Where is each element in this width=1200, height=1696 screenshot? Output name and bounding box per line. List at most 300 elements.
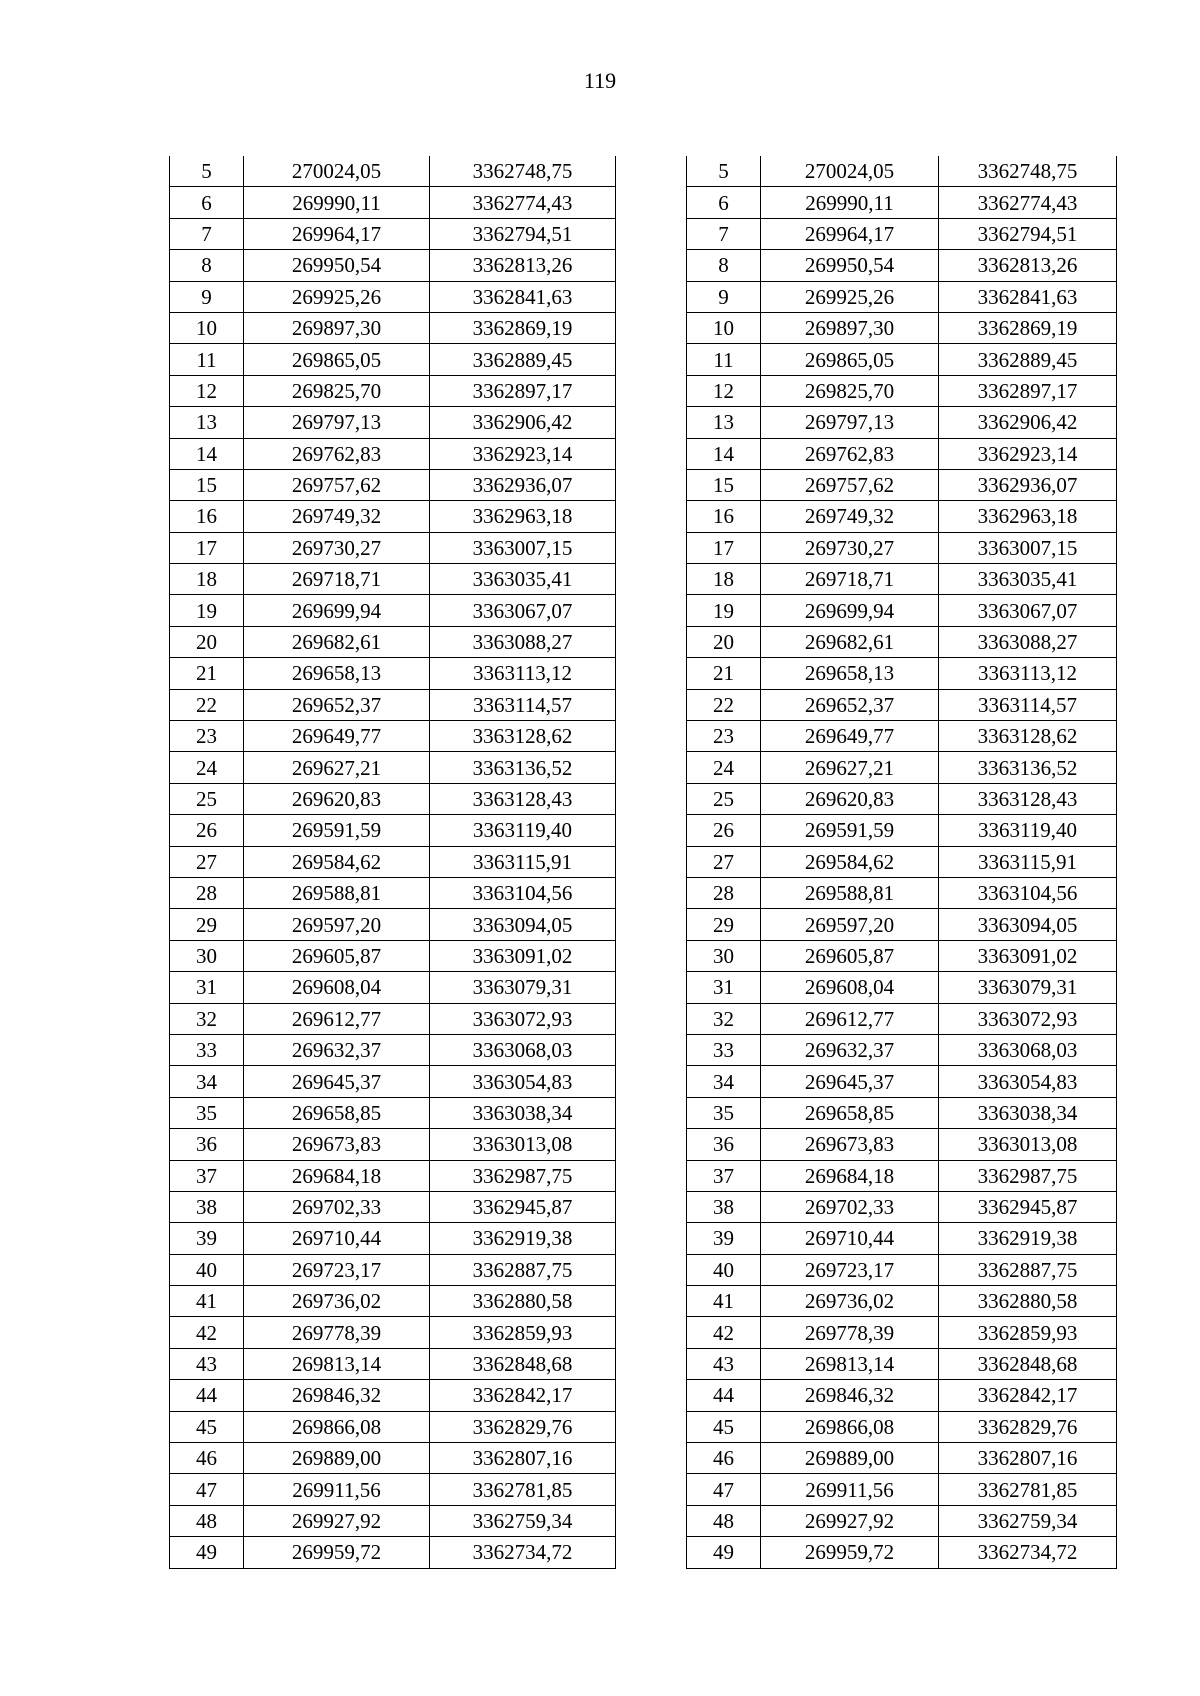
- x-coordinate-cell: 269652,37: [761, 689, 939, 720]
- y-coordinate-cell: 3362919,38: [939, 1223, 1117, 1254]
- y-coordinate-cell: 3363035,41: [939, 564, 1117, 595]
- table-row: [687, 532, 1117, 563]
- table-row: [170, 1443, 616, 1474]
- point-number-cell: 5: [687, 156, 761, 187]
- x-coordinate-cell: 269757,62: [244, 469, 430, 500]
- x-coordinate-cell: 269682,61: [761, 626, 939, 657]
- point-number-cell: 40: [687, 1254, 761, 1285]
- x-coordinate-cell: 269959,72: [244, 1537, 430, 1568]
- y-coordinate-cell: 3363038,34: [939, 1097, 1117, 1128]
- point-number-cell: 49: [687, 1537, 761, 1568]
- table-row: [687, 218, 1117, 249]
- table-row: [170, 846, 616, 877]
- y-coordinate-cell: 3363113,12: [939, 658, 1117, 689]
- x-coordinate-cell: 269620,83: [761, 783, 939, 814]
- x-coordinate-cell: 269866,08: [244, 1411, 430, 1442]
- table-row: [170, 1317, 616, 1348]
- x-coordinate-cell: 269632,37: [244, 1034, 430, 1065]
- y-coordinate-cell: 3362963,18: [430, 501, 616, 532]
- point-number-cell: 43: [687, 1348, 761, 1379]
- point-number-cell: 19: [687, 595, 761, 626]
- x-coordinate-cell: 269658,13: [244, 658, 430, 689]
- point-number-cell: 45: [687, 1411, 761, 1442]
- table-row: [170, 909, 616, 940]
- x-coordinate-cell: 269658,85: [761, 1097, 939, 1128]
- y-coordinate-cell: 3362889,45: [939, 344, 1117, 375]
- table-row: [687, 156, 1117, 187]
- x-coordinate-cell: 269730,27: [244, 532, 430, 563]
- x-coordinate-cell: 269990,11: [761, 187, 939, 218]
- table-row: [170, 1066, 616, 1097]
- table-row: [170, 218, 616, 249]
- table-row: [687, 1317, 1117, 1348]
- point-number-cell: 8: [170, 250, 244, 281]
- y-coordinate-cell: 3363136,52: [939, 752, 1117, 783]
- y-coordinate-cell: 3362923,14: [430, 438, 616, 469]
- point-number-cell: 31: [170, 972, 244, 1003]
- table-row: [687, 438, 1117, 469]
- point-number-cell: 17: [687, 532, 761, 563]
- table-row: [170, 721, 616, 752]
- x-coordinate-cell: 269718,71: [761, 564, 939, 595]
- table-row: [170, 469, 616, 500]
- coordinates-table-body: [687, 156, 1117, 1568]
- y-coordinate-cell: 3362807,16: [939, 1443, 1117, 1474]
- point-number-cell: 33: [170, 1034, 244, 1065]
- table-row: [687, 1191, 1117, 1222]
- point-number-cell: 8: [687, 250, 761, 281]
- x-coordinate-cell: 269865,05: [761, 344, 939, 375]
- y-coordinate-cell: 3362897,17: [939, 375, 1117, 406]
- point-number-cell: 5: [170, 156, 244, 187]
- y-coordinate-cell: 3362848,68: [939, 1348, 1117, 1379]
- x-coordinate-cell: 269749,32: [244, 501, 430, 532]
- table-row: [687, 344, 1117, 375]
- y-coordinate-cell: 3362859,93: [939, 1317, 1117, 1348]
- x-coordinate-cell: 269702,33: [761, 1191, 939, 1222]
- x-coordinate-cell: 269658,13: [761, 658, 939, 689]
- y-coordinate-cell: 3362906,42: [430, 407, 616, 438]
- point-number-cell: 47: [687, 1474, 761, 1505]
- point-number-cell: 10: [687, 312, 761, 343]
- point-number-cell: 34: [687, 1066, 761, 1097]
- point-number-cell: 24: [687, 752, 761, 783]
- point-number-cell: 37: [687, 1160, 761, 1191]
- x-coordinate-cell: 269605,87: [244, 940, 430, 971]
- point-number-cell: 30: [687, 940, 761, 971]
- point-number-cell: 16: [170, 501, 244, 532]
- point-number-cell: 16: [687, 501, 761, 532]
- y-coordinate-cell: 3363091,02: [430, 940, 616, 971]
- table-row: [687, 752, 1117, 783]
- x-coordinate-cell: 269846,32: [761, 1380, 939, 1411]
- y-coordinate-cell: 3362781,85: [430, 1474, 616, 1505]
- y-coordinate-cell: 3362869,19: [939, 312, 1117, 343]
- point-number-cell: 39: [170, 1223, 244, 1254]
- point-number-cell: 7: [687, 218, 761, 249]
- x-coordinate-cell: 269699,94: [761, 595, 939, 626]
- point-number-cell: 24: [170, 752, 244, 783]
- point-number-cell: 47: [170, 1474, 244, 1505]
- x-coordinate-cell: 269797,13: [244, 407, 430, 438]
- point-number-cell: 41: [170, 1286, 244, 1317]
- point-number-cell: 28: [170, 877, 244, 908]
- point-number-cell: 7: [170, 218, 244, 249]
- table-row: [687, 721, 1117, 752]
- x-coordinate-cell: 269959,72: [761, 1537, 939, 1568]
- y-coordinate-cell: 3362889,45: [430, 344, 616, 375]
- x-coordinate-cell: 269865,05: [244, 344, 430, 375]
- y-coordinate-cell: 3362848,68: [430, 1348, 616, 1379]
- point-number-cell: 18: [170, 564, 244, 595]
- point-number-cell: 26: [687, 815, 761, 846]
- y-coordinate-cell: 3363094,05: [939, 909, 1117, 940]
- x-coordinate-cell: 269699,94: [244, 595, 430, 626]
- point-number-cell: 35: [687, 1097, 761, 1128]
- table-row: [170, 1537, 616, 1568]
- point-number-cell: 22: [687, 689, 761, 720]
- x-coordinate-cell: 269645,37: [244, 1066, 430, 1097]
- point-number-cell: 33: [687, 1034, 761, 1065]
- point-number-cell: 10: [170, 312, 244, 343]
- y-coordinate-cell: 3363068,03: [430, 1034, 616, 1065]
- table-row: [687, 1254, 1117, 1285]
- table-row: [687, 1129, 1117, 1160]
- point-number-cell: 31: [687, 972, 761, 1003]
- page-number: 119: [583, 68, 617, 93]
- y-coordinate-cell: 3363128,62: [939, 721, 1117, 752]
- y-coordinate-cell: 3362734,72: [939, 1537, 1117, 1568]
- y-coordinate-cell: 3362829,76: [939, 1411, 1117, 1442]
- x-coordinate-cell: 269778,39: [244, 1317, 430, 1348]
- point-number-cell: 17: [170, 532, 244, 563]
- table-row: [687, 1411, 1117, 1442]
- y-coordinate-cell: 3362869,19: [430, 312, 616, 343]
- y-coordinate-cell: 3362897,17: [430, 375, 616, 406]
- y-coordinate-cell: 3362774,43: [939, 187, 1117, 218]
- table-row: [170, 156, 616, 187]
- y-coordinate-cell: 3363128,43: [430, 783, 616, 814]
- table-row: [170, 1129, 616, 1160]
- x-coordinate-cell: 269627,21: [244, 752, 430, 783]
- coordinates-table-body: [170, 156, 616, 1568]
- point-number-cell: 27: [687, 846, 761, 877]
- y-coordinate-cell: 3363068,03: [939, 1034, 1117, 1065]
- y-coordinate-cell: 3362734,72: [430, 1537, 616, 1568]
- point-number-cell: 22: [170, 689, 244, 720]
- table-row: [170, 783, 616, 814]
- x-coordinate-cell: 269897,30: [244, 312, 430, 343]
- table-row: [170, 1003, 616, 1034]
- table-row: [687, 312, 1117, 343]
- table-row: [170, 595, 616, 626]
- table-row: [170, 1191, 616, 1222]
- table-row: [170, 1348, 616, 1379]
- y-coordinate-cell: 3363136,52: [430, 752, 616, 783]
- table-row: [687, 1223, 1117, 1254]
- y-coordinate-cell: 3363072,93: [939, 1003, 1117, 1034]
- table-row: [687, 1443, 1117, 1474]
- table-row: [687, 1097, 1117, 1128]
- table-row: [170, 1254, 616, 1285]
- y-coordinate-cell: 3362794,51: [939, 218, 1117, 249]
- x-coordinate-cell: 269813,14: [761, 1348, 939, 1379]
- point-number-cell: 32: [687, 1003, 761, 1034]
- y-coordinate-cell: 3363079,31: [939, 972, 1117, 1003]
- point-number-cell: 38: [687, 1191, 761, 1222]
- x-coordinate-cell: 269897,30: [761, 312, 939, 343]
- y-coordinate-cell: 3362759,34: [430, 1505, 616, 1536]
- y-coordinate-cell: 3362842,17: [430, 1380, 616, 1411]
- x-coordinate-cell: 269964,17: [244, 218, 430, 249]
- point-number-cell: 19: [170, 595, 244, 626]
- x-coordinate-cell: 269684,18: [244, 1160, 430, 1191]
- x-coordinate-cell: 270024,05: [761, 156, 939, 187]
- point-number-cell: 42: [687, 1317, 761, 1348]
- y-coordinate-cell: 3363067,07: [939, 595, 1117, 626]
- table-row: [170, 281, 616, 312]
- point-number-cell: 45: [170, 1411, 244, 1442]
- table-row: [170, 689, 616, 720]
- y-coordinate-cell: 3362781,85: [939, 1474, 1117, 1505]
- table-row: [687, 1537, 1117, 1568]
- y-coordinate-cell: 3363088,27: [430, 626, 616, 657]
- y-coordinate-cell: 3362748,75: [939, 156, 1117, 187]
- table-row: [170, 626, 616, 657]
- y-coordinate-cell: 3363115,91: [939, 846, 1117, 877]
- x-coordinate-cell: 269591,59: [244, 815, 430, 846]
- x-coordinate-cell: 269591,59: [761, 815, 939, 846]
- table-row: [170, 815, 616, 846]
- y-coordinate-cell: 3362794,51: [430, 218, 616, 249]
- point-number-cell: 12: [687, 375, 761, 406]
- y-coordinate-cell: 3362936,07: [939, 469, 1117, 500]
- table-row: [687, 469, 1117, 500]
- point-number-cell: 9: [170, 281, 244, 312]
- y-coordinate-cell: 3363113,12: [430, 658, 616, 689]
- y-coordinate-cell: 3362842,17: [939, 1380, 1117, 1411]
- x-coordinate-cell: 269825,70: [761, 375, 939, 406]
- table-row: [687, 783, 1117, 814]
- point-number-cell: 35: [170, 1097, 244, 1128]
- point-number-cell: 49: [170, 1537, 244, 1568]
- y-coordinate-cell: 3362919,38: [430, 1223, 616, 1254]
- point-number-cell: 13: [170, 407, 244, 438]
- point-number-cell: 15: [687, 469, 761, 500]
- x-coordinate-cell: 269652,37: [244, 689, 430, 720]
- x-coordinate-cell: 269612,77: [244, 1003, 430, 1034]
- y-coordinate-cell: 3363013,08: [939, 1129, 1117, 1160]
- table-row: [687, 1034, 1117, 1065]
- x-coordinate-cell: 269620,83: [244, 783, 430, 814]
- y-coordinate-cell: 3362807,16: [430, 1443, 616, 1474]
- coordinates-table-right: [686, 156, 1117, 1569]
- x-coordinate-cell: 269825,70: [244, 375, 430, 406]
- table-row: [170, 344, 616, 375]
- x-coordinate-cell: 269658,85: [244, 1097, 430, 1128]
- point-number-cell: 43: [170, 1348, 244, 1379]
- y-coordinate-cell: 3363119,40: [939, 815, 1117, 846]
- point-number-cell: 13: [687, 407, 761, 438]
- table-row: [687, 1505, 1117, 1536]
- table-row: [170, 1034, 616, 1065]
- x-coordinate-cell: 269813,14: [244, 1348, 430, 1379]
- table-row: [687, 658, 1117, 689]
- table-row: [687, 940, 1117, 971]
- x-coordinate-cell: 269925,26: [761, 281, 939, 312]
- x-coordinate-cell: 269710,44: [244, 1223, 430, 1254]
- table-row: [170, 1097, 616, 1128]
- point-number-cell: 12: [170, 375, 244, 406]
- table-row: [170, 532, 616, 563]
- table-row: [687, 501, 1117, 532]
- table-row: [170, 1505, 616, 1536]
- point-number-cell: 14: [170, 438, 244, 469]
- y-coordinate-cell: 3362759,34: [939, 1505, 1117, 1536]
- point-number-cell: 48: [170, 1505, 244, 1536]
- table-row: [170, 250, 616, 281]
- table-row: [170, 375, 616, 406]
- x-coordinate-cell: 269605,87: [761, 940, 939, 971]
- x-coordinate-cell: 269718,71: [244, 564, 430, 595]
- y-coordinate-cell: 3363128,62: [430, 721, 616, 752]
- y-coordinate-cell: 3363067,07: [430, 595, 616, 626]
- x-coordinate-cell: 269702,33: [244, 1191, 430, 1222]
- table-row: [687, 187, 1117, 218]
- point-number-cell: 34: [170, 1066, 244, 1097]
- table-row: [170, 1286, 616, 1317]
- point-number-cell: 37: [170, 1160, 244, 1191]
- point-number-cell: 27: [170, 846, 244, 877]
- table-row: [687, 815, 1117, 846]
- x-coordinate-cell: 269584,62: [244, 846, 430, 877]
- point-number-cell: 28: [687, 877, 761, 908]
- point-number-cell: 21: [687, 658, 761, 689]
- y-coordinate-cell: 3362859,93: [430, 1317, 616, 1348]
- x-coordinate-cell: 269684,18: [761, 1160, 939, 1191]
- y-coordinate-cell: 3362774,43: [430, 187, 616, 218]
- y-coordinate-cell: 3363054,83: [430, 1066, 616, 1097]
- y-coordinate-cell: 3363104,56: [430, 877, 616, 908]
- y-coordinate-cell: 3363035,41: [430, 564, 616, 595]
- point-number-cell: 14: [687, 438, 761, 469]
- y-coordinate-cell: 3362887,75: [939, 1254, 1117, 1285]
- point-number-cell: 6: [170, 187, 244, 218]
- y-coordinate-cell: 3363007,15: [430, 532, 616, 563]
- x-coordinate-cell: 269645,37: [761, 1066, 939, 1097]
- table-row: [687, 1380, 1117, 1411]
- table-row: [170, 752, 616, 783]
- table-row: [170, 972, 616, 1003]
- x-coordinate-cell: 269990,11: [244, 187, 430, 218]
- point-number-cell: 44: [170, 1380, 244, 1411]
- x-coordinate-cell: 269608,04: [761, 972, 939, 1003]
- x-coordinate-cell: 269673,83: [761, 1129, 939, 1160]
- y-coordinate-cell: 3362748,75: [430, 156, 616, 187]
- x-coordinate-cell: 269730,27: [761, 532, 939, 563]
- coordinates-table-left: [169, 156, 616, 1569]
- table-row: [170, 940, 616, 971]
- x-coordinate-cell: 269846,32: [244, 1380, 430, 1411]
- point-number-cell: 20: [687, 626, 761, 657]
- point-number-cell: 41: [687, 1286, 761, 1317]
- y-coordinate-cell: 3362813,26: [939, 250, 1117, 281]
- x-coordinate-cell: 269736,02: [761, 1286, 939, 1317]
- table-row: [170, 564, 616, 595]
- point-number-cell: 42: [170, 1317, 244, 1348]
- point-number-cell: 25: [170, 783, 244, 814]
- x-coordinate-cell: 269736,02: [244, 1286, 430, 1317]
- point-number-cell: 40: [170, 1254, 244, 1285]
- table-row: [687, 689, 1117, 720]
- x-coordinate-cell: 269911,56: [761, 1474, 939, 1505]
- y-coordinate-cell: 3362841,63: [430, 281, 616, 312]
- y-coordinate-cell: 3362923,14: [939, 438, 1117, 469]
- table-row: [687, 972, 1117, 1003]
- x-coordinate-cell: 269889,00: [244, 1443, 430, 1474]
- point-number-cell: 46: [170, 1443, 244, 1474]
- y-coordinate-cell: 3362841,63: [939, 281, 1117, 312]
- x-coordinate-cell: 269927,92: [761, 1505, 939, 1536]
- table-row: [687, 846, 1117, 877]
- x-coordinate-cell: 269723,17: [244, 1254, 430, 1285]
- point-number-cell: 20: [170, 626, 244, 657]
- point-number-cell: 23: [170, 721, 244, 752]
- x-coordinate-cell: 269797,13: [761, 407, 939, 438]
- x-coordinate-cell: 269749,32: [761, 501, 939, 532]
- x-coordinate-cell: 269597,20: [244, 909, 430, 940]
- x-coordinate-cell: 269911,56: [244, 1474, 430, 1505]
- point-number-cell: 11: [170, 344, 244, 375]
- y-coordinate-cell: 3363091,02: [939, 940, 1117, 971]
- y-coordinate-cell: 3362813,26: [430, 250, 616, 281]
- x-coordinate-cell: 269723,17: [761, 1254, 939, 1285]
- point-number-cell: 36: [687, 1129, 761, 1160]
- table-row: [687, 1286, 1117, 1317]
- point-number-cell: 9: [687, 281, 761, 312]
- y-coordinate-cell: 3362963,18: [939, 501, 1117, 532]
- y-coordinate-cell: 3363104,56: [939, 877, 1117, 908]
- table-row: [687, 375, 1117, 406]
- y-coordinate-cell: 3363054,83: [939, 1066, 1117, 1097]
- point-number-cell: 32: [170, 1003, 244, 1034]
- x-coordinate-cell: 269588,81: [761, 877, 939, 908]
- x-coordinate-cell: 269608,04: [244, 972, 430, 1003]
- x-coordinate-cell: 269762,83: [244, 438, 430, 469]
- table-row: [687, 1348, 1117, 1379]
- x-coordinate-cell: 269649,77: [244, 721, 430, 752]
- point-number-cell: 26: [170, 815, 244, 846]
- point-number-cell: 36: [170, 1129, 244, 1160]
- point-number-cell: 48: [687, 1505, 761, 1536]
- table-row: [170, 407, 616, 438]
- y-coordinate-cell: 3363094,05: [430, 909, 616, 940]
- table-row: [687, 281, 1117, 312]
- table-row: [687, 1160, 1117, 1191]
- point-number-cell: 15: [170, 469, 244, 500]
- x-coordinate-cell: 269682,61: [244, 626, 430, 657]
- y-coordinate-cell: 3362936,07: [430, 469, 616, 500]
- y-coordinate-cell: 3363072,93: [430, 1003, 616, 1034]
- x-coordinate-cell: 269588,81: [244, 877, 430, 908]
- x-coordinate-cell: 269866,08: [761, 1411, 939, 1442]
- point-number-cell: 21: [170, 658, 244, 689]
- y-coordinate-cell: 3362906,42: [939, 407, 1117, 438]
- table-row: [687, 1474, 1117, 1505]
- x-coordinate-cell: 269584,62: [761, 846, 939, 877]
- x-coordinate-cell: 269925,26: [244, 281, 430, 312]
- y-coordinate-cell: 3362880,58: [430, 1286, 616, 1317]
